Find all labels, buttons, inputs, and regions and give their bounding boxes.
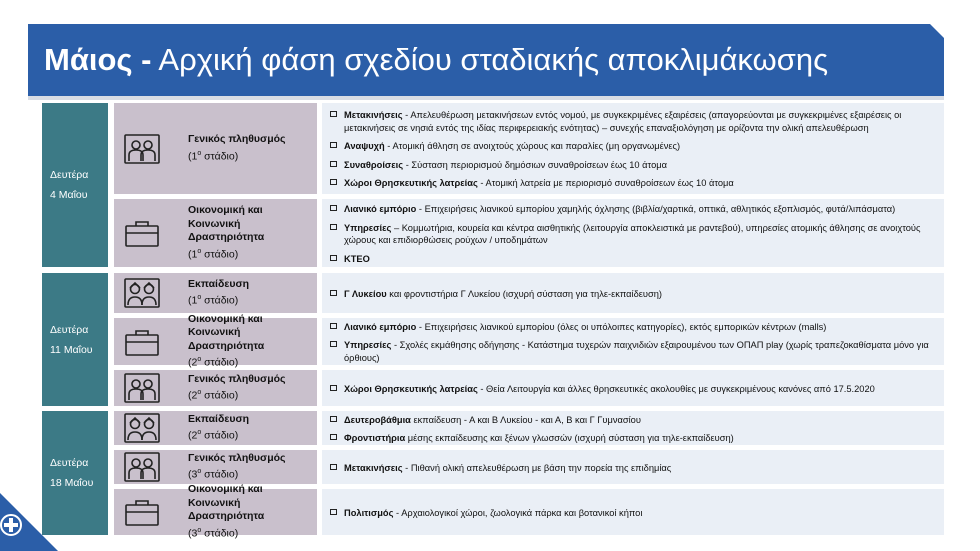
measure-text: Χώροι Θρησκευτικής λατρείας - Θεία Λειτουργία και άλλες θρησκευτικές ακολουθίες με συγκεκριμένους κανόνες από 17.5.2020 xyxy=(344,383,875,394)
briefcase-icon xyxy=(124,327,160,357)
date-value: 11 Μαΐου xyxy=(50,343,93,356)
checkbox-bullet-icon xyxy=(330,341,337,347)
category-text xyxy=(160,278,317,309)
measure-item xyxy=(330,462,938,475)
people-icon xyxy=(124,452,160,482)
category-stage: ($1^o$ στάδιο) xyxy=(188,247,239,261)
category-text xyxy=(160,413,317,444)
checkbox-bullet-icon xyxy=(330,290,337,296)
measure-item xyxy=(330,203,938,216)
header-corner-fold xyxy=(930,24,944,38)
measure-text: Μετακινήσεις - Απελευθέρωση μετακινήσεων εντός νομού, με συγκεκριμένες εξαιρέσεις (απαγορεύονται με συγκεκριμένες εξαιρέσεις οι μετακινήσεις σε νησιά εντός της ιδίας περιφερειακής ενότητας) – συνεχής επαναξιολόγηση με ορίζοντα την ολική απελευθέρωση xyxy=(344,110,902,133)
measure-item xyxy=(330,288,938,301)
students-icon xyxy=(124,278,160,308)
checkbox-bullet-icon xyxy=(330,161,337,167)
category-name: Οικονομική και Κοινωνική Δραστηριότητα xyxy=(188,204,265,244)
checkbox-bullet-icon xyxy=(330,224,337,230)
date-cell-4-may xyxy=(42,103,108,267)
checkbox-bullet-icon xyxy=(330,464,337,470)
measure-text: Δευτεροβάθμια εκπαίδευση - Α και Β Λυκείου - και Α, Β και Γ Γυμνασίου xyxy=(344,414,641,425)
category-stage: ($2^o$ στάδιο) xyxy=(188,389,239,402)
measure-item xyxy=(330,339,938,364)
measure-text: Αναψυχή - Ατομική άθληση σε ανοιχτούς χώρους και παραλίες (μη οργανωμένες) xyxy=(344,141,681,152)
date-cell-11-may xyxy=(42,273,108,406)
category-text xyxy=(160,373,317,404)
date-day: Δευτέρα xyxy=(50,323,89,336)
measures-cell xyxy=(322,411,944,445)
measures-cell xyxy=(322,370,944,406)
category-text xyxy=(160,313,317,371)
briefcase-icon xyxy=(124,218,160,248)
title-text: Αρχική φάση σχεδίου σταδιακής αποκλιμάκωσης xyxy=(151,42,829,77)
checkbox-bullet-icon xyxy=(330,111,337,117)
checkbox-bullet-icon xyxy=(330,323,337,329)
checkbox-bullet-icon xyxy=(330,142,337,148)
date-value: 18 Μαΐου xyxy=(50,477,94,489)
category-name: Γενικός πληθυσμός xyxy=(188,133,286,146)
measures-cell xyxy=(322,103,944,194)
category-cell xyxy=(114,103,317,194)
slide-header xyxy=(28,24,944,96)
measure-text: Υπηρεσίες – Κομμωτήρια, κουρεία και κέντρα αισθητικής (λειτουργία αποκλειστικά με ραντεβού), υπηρεσίες ατομικής άθλησης σε ανοιχτούς χώρους και επιδιορθώσεις ρούχων / υποδημάτων xyxy=(344,222,921,245)
measure-text: Χώροι Θρησκευτικής λατρείας - Ατομική λατρεία με περιορισμό συναθροίσεων έως 10 άτομα xyxy=(344,178,734,189)
category-cell xyxy=(114,450,317,484)
people-icon xyxy=(124,373,160,403)
category-name: Οικονομική και Κοινωνική Δραστηριότητα xyxy=(188,483,265,523)
category-text xyxy=(160,204,317,262)
category-name: Γενικός πληθυσμός xyxy=(188,372,286,385)
checkbox-bullet-icon xyxy=(330,179,337,185)
measure-item xyxy=(330,432,938,445)
measures-cell xyxy=(322,489,944,535)
category-stage: ($2^o$ στάδιο) xyxy=(188,429,239,442)
checkbox-bullet-icon xyxy=(330,416,337,422)
measure-text: Λιανικό εμπόριο - Επιχειρήσεις λιανικού εμπορίου (όλες οι υπόλοιπες κατηγορίες), εκτός εμπορικών κέντρων (malls) xyxy=(344,321,827,332)
measure-item xyxy=(330,177,938,190)
category-stage: ($1^o$ στάδιο) xyxy=(188,149,239,163)
category-cell xyxy=(114,370,317,406)
checkbox-bullet-icon xyxy=(330,255,337,261)
measure-item xyxy=(330,253,938,266)
checkbox-bullet-icon xyxy=(330,509,337,515)
category-cell xyxy=(114,273,317,313)
date-day: Δευτέρα xyxy=(50,457,89,469)
measure-text: Φροντιστήρια μέσης εκπαίδευσης και ξένων γλωσσών (ισχυρή σύσταση για τηλε-εκπαίδευση) xyxy=(344,433,734,443)
measure-text: Πολιτισμός - Αρχαιολογικοί χώροι, ζωολογικά πάρκα και βοτανικοί κήποι xyxy=(344,507,643,518)
category-name: Γενικός πληθυσμός xyxy=(188,451,286,464)
category-text xyxy=(160,133,317,164)
checkbox-bullet-icon xyxy=(330,434,337,440)
category-name: Εκπαίδευση xyxy=(188,277,250,290)
category-text xyxy=(160,483,317,541)
category-stage: ($3^o$ στάδιο) xyxy=(188,526,239,540)
measure-text: ΚΤΕΟ xyxy=(344,253,370,264)
date-day: Δευτέρα xyxy=(50,169,89,181)
measure-text: Συναθροίσεις - Σύσταση περιορισμού δημόσιων συναθροίσεων έως 10 άτομα xyxy=(344,159,668,170)
measures-cell xyxy=(322,199,944,267)
category-name: Οικονομική και Κοινωνική Δραστηριότητα xyxy=(188,312,265,352)
measures-cell xyxy=(322,318,944,365)
measures-cell xyxy=(322,273,944,313)
briefcase-icon xyxy=(124,497,160,527)
category-stage: ($3^o$ στάδιο) xyxy=(188,468,239,481)
category-stage: ($2^o$ στάδιο) xyxy=(188,356,239,369)
checkbox-bullet-icon xyxy=(330,385,337,391)
category-name: Εκπαίδευση xyxy=(188,412,250,425)
measure-item xyxy=(330,414,938,427)
measure-text: Γ Λυκείου και φροντιστήρια Γ Λυκείου (ισχυρή σύσταση για τηλε-εκπαίδευση) xyxy=(344,288,663,299)
category-stage: ($1^o$ στάδιο) xyxy=(188,294,239,307)
category-text xyxy=(160,452,317,483)
slide-title xyxy=(44,42,828,78)
checkbox-bullet-icon xyxy=(330,205,337,211)
measure-item xyxy=(330,321,938,334)
category-cell xyxy=(114,411,317,445)
header-shadow xyxy=(28,96,944,100)
measure-item xyxy=(330,159,938,172)
people-icon xyxy=(124,134,160,164)
category-cell xyxy=(114,312,317,369)
category-cell xyxy=(114,483,317,540)
category-cell xyxy=(114,199,317,267)
measure-text: Λιανικό εμπόριο - Επιχειρήσεις λιανικού εμπορίου χαμηλής όχλησης (βιβλία/χαρτικά, οπτικά, αθλητικός εξοπλισμός, φυτά/λιπάσματα) xyxy=(344,204,896,214)
measure-item xyxy=(330,109,938,134)
measure-item xyxy=(330,140,938,153)
measure-item xyxy=(330,222,938,247)
measure-item xyxy=(330,383,938,396)
measures-cell xyxy=(322,450,944,484)
students-icon xyxy=(124,413,160,443)
date-value: 4 Μαΐου xyxy=(50,189,88,201)
title-month: Μάιος - xyxy=(44,42,152,77)
measure-item xyxy=(330,507,938,520)
measure-text: Μετακινήσεις - Πιθανή ολική απελευθέρωση με βάση την πορεία της επιδημίας xyxy=(344,462,672,473)
logo-cross-horizontal xyxy=(4,523,18,527)
measure-text: Υπηρεσίες - Σχολές εκμάθησης οδήγησης - Κατάστημα τυχερών παιχνιδιών εξαιρουμένου των ΟΠΑΠ play (χωρίς τραπεζοκαθίσματα μόνο για όρθιους) xyxy=(344,340,929,363)
